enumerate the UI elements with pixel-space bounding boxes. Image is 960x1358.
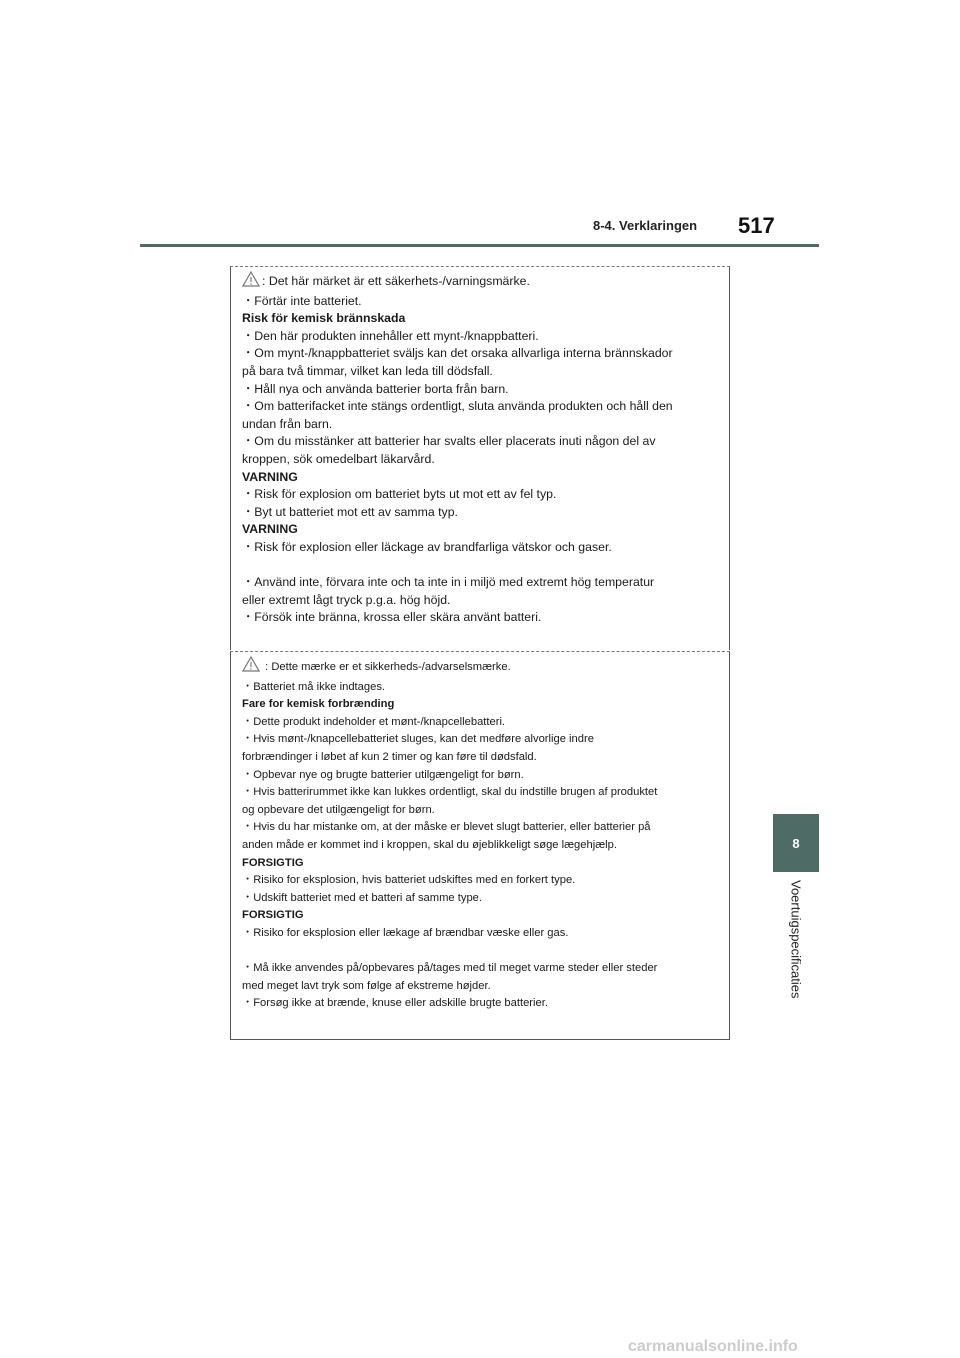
chapter-title: Voertuigspecificaties (788, 880, 804, 999)
text-line: ・Batteriet må ikke indtages. (242, 680, 386, 693)
section-title: 8-4. Verklaringen (593, 218, 698, 233)
text-line: ・Risk för explosion eller läckage av brandfarliga vätskor och gaser. (242, 539, 612, 554)
page-number: 517 (738, 213, 775, 238)
text-line: ・Försök inte bränna, krossa eller skära använt batteri. (242, 610, 542, 625)
header-divider (140, 244, 819, 247)
warning-mark-line: : Det här märket är ett säkerhets-/varningsmärke. (242, 271, 719, 293)
text-line: ・Dette produkt indeholder et mønt-/knapcellebatteri. (242, 715, 506, 728)
danish-warning-panel (230, 651, 730, 1040)
text-line: ・Risiko for eksplosion, hvis batteriet udskiftes med en forkert type. (242, 874, 576, 887)
text-line: ・Om du misstänker att batterier har svalts eller placerats inuti någon del av (242, 434, 656, 449)
heading-line: VARNING (242, 469, 298, 484)
heading-line: FORSIGTIG (242, 856, 304, 869)
text-line: ・Förtär inte batteriet. (242, 293, 362, 308)
text-line: undan från barn. (242, 416, 333, 431)
warning-triangle-icon (242, 271, 260, 293)
text-line: ・Risk för explosion om batteriet byts ut mot ett av fel typ. (242, 487, 557, 502)
text-line: ・Håll nya och använda batterier borta från barn. (242, 381, 509, 396)
heading-line: Risk för kemisk brännskada (242, 311, 406, 326)
text-line: ・Om batterifacket inte stängs ordentligt, sluta använda produkten och håll den (242, 399, 673, 414)
text-line: ・Byt ut batteriet mot ett av samma typ. (242, 504, 458, 519)
text-line: ・Risiko for eksplosion eller lækage af brændbar væske eller gas. (242, 926, 569, 939)
text-line: ・Hvis mønt-/knapcellebatteriet sluges, kan det medføre alvorlige indre (242, 733, 594, 746)
text-line: ・Hvis du har mistanke om, at der måske er blevet slugt batterier, eller batterier på (242, 821, 651, 834)
text-line: anden måde er kommet ind i kroppen, skal du øjeblikkeligt søge lægehjælp. (242, 838, 617, 851)
text-line: forbrændinger i løbet af kun 2 timer og kan føre til dødsfald. (242, 750, 537, 763)
text-line: ・Forsøg ikke at brænde, knuse eller adskille brugte batterier. (242, 997, 548, 1010)
text-line: med meget lavt tryk som følge af ekstreme højder. (242, 979, 491, 992)
warning-mark-line: : Dette mærke er et sikkerheds-/advarselsmærke. (242, 656, 719, 679)
text-line: ・Må ikke anvendes på/opbevares på/tages med til meget varme steder eller steder (242, 962, 658, 975)
heading-line: FORSIGTIG (242, 909, 304, 922)
text-line: kroppen, sök omedelbart läkarvård. (242, 451, 435, 466)
chapter-tab[interactable] (773, 814, 819, 872)
warning-triangle-icon (242, 656, 260, 679)
chapter-number: 8 (792, 835, 800, 851)
text-line: ・Den här produkten innehåller ett mynt-/knappbatteri. (242, 328, 539, 343)
text-line: på bara två timmar, vilket kan leda till dödsfall. (242, 363, 493, 378)
text-line: ・Använd inte, förvara inte och ta inte in i miljö med extremt hög temperatur (242, 575, 655, 590)
text-line: ・Udskift batteriet med et batteri af samme type. (242, 891, 483, 904)
heading-line: Fare for kemisk forbrænding (242, 698, 395, 711)
text-line: eller extremt lågt tryck p.g.a. hög höjd. (242, 592, 451, 607)
text-line: ・Om mynt-/knappbatteriet sväljs kan det orsaka allvarliga interna brännskador (242, 346, 673, 361)
heading-line: VARNING (242, 522, 298, 537)
watermark: carmanualsonline.info (628, 1338, 798, 1355)
text-line: og opbevare det utilgængeligt for børn. (242, 803, 435, 816)
text-line: ・Hvis batterirummet ikke kan lukkes ordentligt, skal du indstille brugen af produktet (242, 786, 658, 799)
swedish-warning-panel (230, 266, 730, 650)
text-line: ・Opbevar nye og brugte batterier utilgængeligt for børn. (242, 768, 524, 781)
